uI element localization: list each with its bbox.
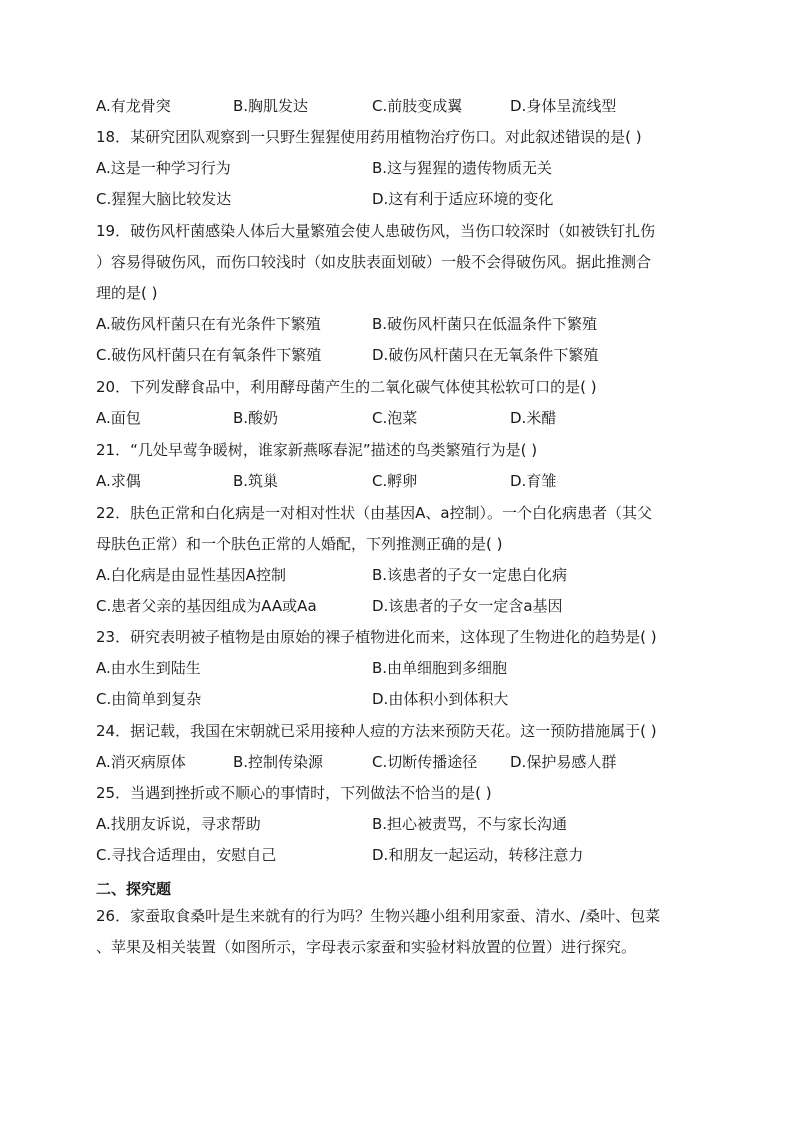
q21-option-a: A.求偶 [96,472,141,490]
q19-stem-line1: 19．破伤风杆菌感染人体后大量繁殖会使人患破伤风，当伤口较深时（如被铁钉扎伤 [96,222,656,240]
q25-option-a: A.找朋友诉说，寻求帮助 [96,815,261,833]
q21-stem: 21．“几处早莺争暖树，谁家新燕啄春泥”描述的鸟类繁殖行为是( ) [96,441,538,459]
q21-option-b: B.筑巢 [233,472,279,490]
q24-option-d: D.保护易感人群 [510,753,617,771]
q21-option-c: C.孵卵 [372,472,418,490]
q17-option-d: D.身体呈流线型 [510,97,617,115]
q18-option-b: B.这与猩猩的遗传物质无关 [372,159,553,177]
q18-option-a: A.这是一种学习行为 [96,159,231,177]
q19-stem-line3: 理的是( ) [96,284,158,302]
q20-option-a: A.面包 [96,409,141,427]
q19-stem-line2: ）容易得破伤风，而伤口较浅时（如皮肤表面划破）一般不会得破伤风。据此推测合 [96,253,652,271]
q22-stem-line2: 母肤色正常）和一个肤色正常的人婚配，下列推测正确的是( ) [96,535,503,553]
q20-option-c: C.泡菜 [372,409,418,427]
q22-stem-line1: 22．肤色正常和白化病是一对相对性状（由基因A、a控制）。一个白化病患者（其父 [96,504,653,522]
q22-option-b: B.该患者的子女一定患白化病 [372,566,568,584]
q22-option-d: D.该患者的子女一定含a基因 [372,597,563,615]
q19-option-c: C.破伤风杆菌只在有氧条件下繁殖 [96,346,322,364]
q21-option-d: D.育雏 [510,472,557,490]
q18-option-c: C.猩猩大脑比较发达 [96,190,232,208]
q23-option-c: C.由简单到复杂 [96,690,202,708]
q23-option-a: A.由水生到陆生 [96,659,201,677]
q17-option-b: B.胸肌发达 [233,97,309,115]
q19-option-a: A.破伤风杆菌只在有光条件下繁殖 [96,315,321,333]
q23-option-b: B.由单细胞到多细胞 [372,659,508,677]
q24-option-a: A.消灭病原体 [96,753,186,771]
q20-option-b: B.酸奶 [233,409,279,427]
q25-option-c: C.寻找合适理由，安慰自己 [96,846,277,864]
q24-option-b: B.控制传染源 [233,753,324,771]
q25-stem: 25．当遇到挫折或不顺心的事情时，下列做法不恰当的是( ) [96,784,492,802]
q17-option-c: C.前肢变成翼 [372,97,463,115]
q22-option-a: A.白化病是由显性基因A控制 [96,566,287,584]
q22-option-c: C.患者父亲的基因组成为AA或Aa [96,597,317,615]
q24-option-c: C.切断传播途径 [372,753,478,771]
q18-option-d: D.这有利于适应环境的变化 [372,190,554,208]
q17-option-a: A.有龙骨突 [96,97,171,115]
section-title-inquiry: 二、探究题 [96,880,172,898]
q25-option-b: B.担心被责骂，不与家长沟通 [372,815,568,833]
q24-stem: 24．据记载，我国在宋朝就已采用接种人痘的方法来预防天花。这一预防措施属于( ) [96,722,657,740]
q25-option-d: D.和朋友一起运动，转移注意力 [372,846,584,864]
q19-option-d: D.破伤风杆菌只在无氧条件下繁殖 [372,346,599,364]
q20-option-d: D.米醋 [510,409,557,427]
q23-option-d: D.由体积小到体积大 [372,690,509,708]
q26-stem-line2: 、苹果及相关装置（如图所示，字母表示家蚕和实验材料放置的位置）进行探究。 [96,938,637,956]
q20-stem: 20．下列发酵食品中，利用酵母菌产生的二氧化碳气体使其松软可口的是( ) [96,378,597,396]
q19-option-b: B.破伤风杆菌只在低温条件下繁殖 [372,315,598,333]
q23-stem: 23．研究表明被子植物是由原始的裸子植物进化而来，这体现了生物进化的趋势是( ) [96,628,657,646]
q18-stem: 18．某研究团队观察到一只野生猩猩使用药用植物治疗伤口。对此叙述错误的是( ) [96,128,642,146]
q26-stem-line1: 26．家蚕取食桑叶是生来就有的行为吗？生物兴趣小组利用家蚕、清水、/桑叶、包菜 [96,907,661,925]
